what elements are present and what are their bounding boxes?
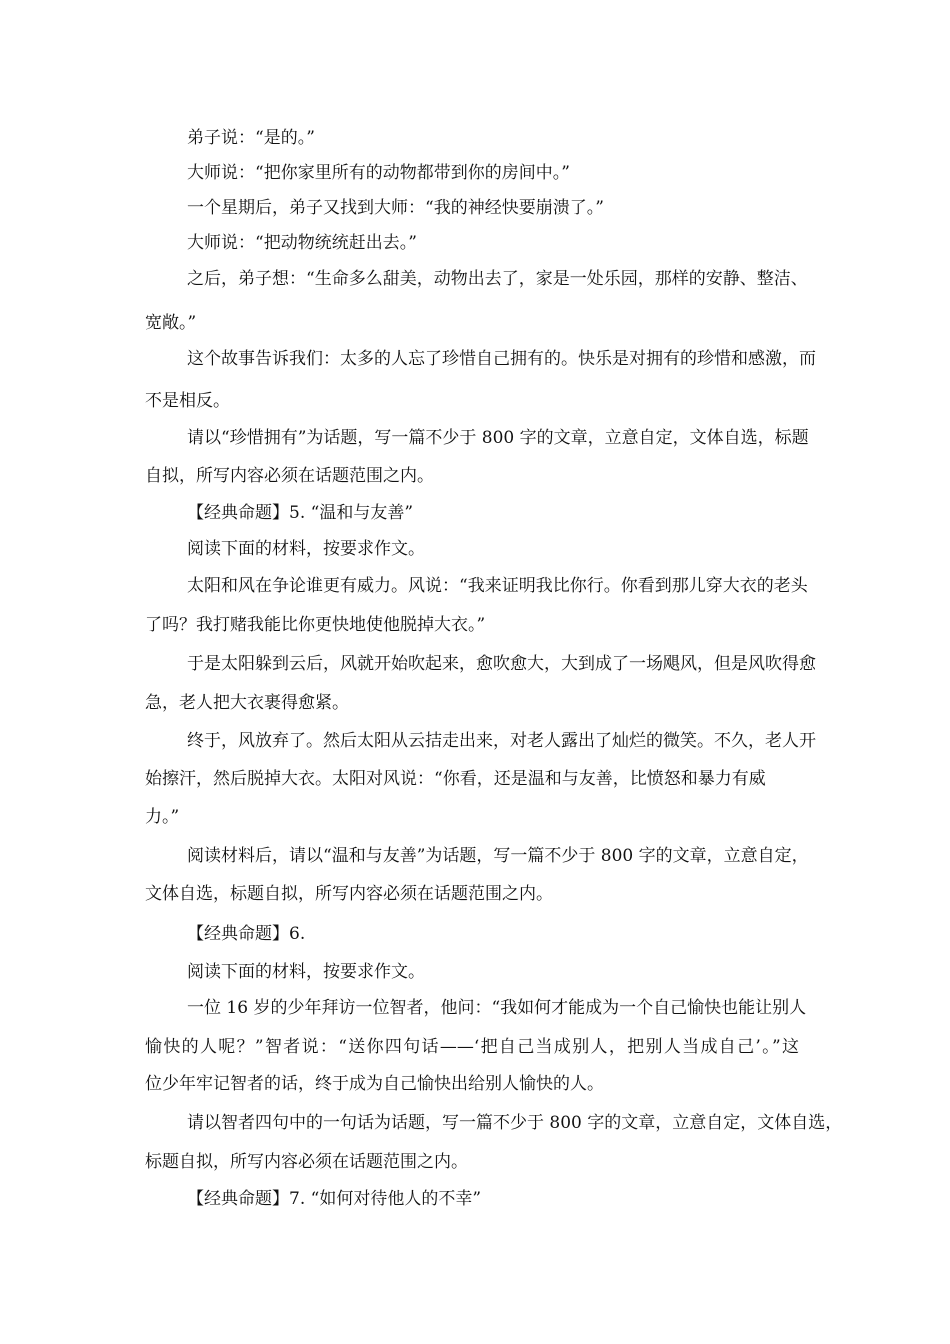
text-line: 标题自拟，所写内容必须在话题范围之内。: [145, 1152, 468, 1172]
text-line: 之后，弟子想：“生命多么甜美，动物出去了，家是一处乐园，那样的安静、整洁、: [187, 269, 808, 289]
text-line: 不是相反。: [145, 391, 230, 411]
text-line: 了吗？我打赌我能比你更快地使他脱掉大衣。”: [145, 615, 486, 635]
text-line: 大师说：“把你家里所有的动物都带到你的房间中。”: [187, 163, 570, 183]
text-line: 阅读材料后，请以“温和与友善”为话题，写一篇不少于 800 字的文章，立意自定，: [187, 846, 809, 866]
text-line: 请以“珍惜拥有”为话题，写一篇不少于 800 字的文章，立意自定，文体自选，标题: [187, 428, 809, 448]
text-line: 太阳和风在争论谁更有威力。风说：“我来证明我比你行。你看到那儿穿大衣的老头: [187, 576, 808, 596]
text-line: 文体自选，标题自拟，所写内容必须在话题范围之内。: [145, 884, 553, 904]
section-heading: 【经典命题】5. “温和与友善”: [187, 503, 414, 523]
section-heading: 【经典命题】7. “如何对待他人的不幸”: [187, 1189, 482, 1209]
text-line: 终于，风放弃了。然后太阳从云拮走出来，对老人露出了灿烂的微笑。不久，老人开: [187, 731, 816, 751]
text-line: 大师说：“把动物统统赶出去。”: [187, 233, 417, 253]
section-heading: 【经典命题】6.: [187, 924, 306, 944]
text-line: 急，老人把大衣裹得愈紧。: [145, 693, 349, 713]
text-line: 宽敞。”: [145, 313, 197, 333]
text-line: 请以智者四句中的一句话为话题，写一篇不少于 800 字的文章，立意自定，文体自选，: [187, 1113, 843, 1133]
text-line: 自拟，所写内容必须在话题范围之内。: [145, 466, 434, 486]
text-line: 弟子说：“是的。”: [187, 128, 315, 148]
text-line: 阅读下面的材料，按要求作文。: [187, 539, 425, 559]
text-line: 于是太阳躲到云后，风就开始吹起来，愈吹愈大，大到成了一场飓风，但是风吹得愈: [187, 654, 816, 674]
text-line: 一个星期后，弟子又找到大师：“我的神经快要崩溃了。”: [187, 198, 604, 218]
text-line: 愉快的人呢？”智者说：“送你四句话——‘把自己当成别人，把别人当成自己’。”这: [145, 1037, 799, 1057]
text-line: 力。”: [145, 807, 180, 827]
text-line: 始擦汗，然后脱掉大衣。太阳对风说：“你看，还是温和与友善，比愤怒和暴力有威: [145, 769, 766, 789]
text-line: 一位 16 岁的少年拜访一位智者，他问：“我如何才能成为一个自己愉快也能让别人: [187, 998, 807, 1018]
text-line: 位少年牢记智者的话，终于成为自己愉快出给别人愉快的人。: [145, 1074, 604, 1094]
text-line: 阅读下面的材料，按要求作文。: [187, 962, 425, 982]
text-line: 这个故事告诉我们：太多的人忘了珍惜自己拥有的。快乐是对拥有的珍惜和感激，而: [187, 349, 816, 369]
